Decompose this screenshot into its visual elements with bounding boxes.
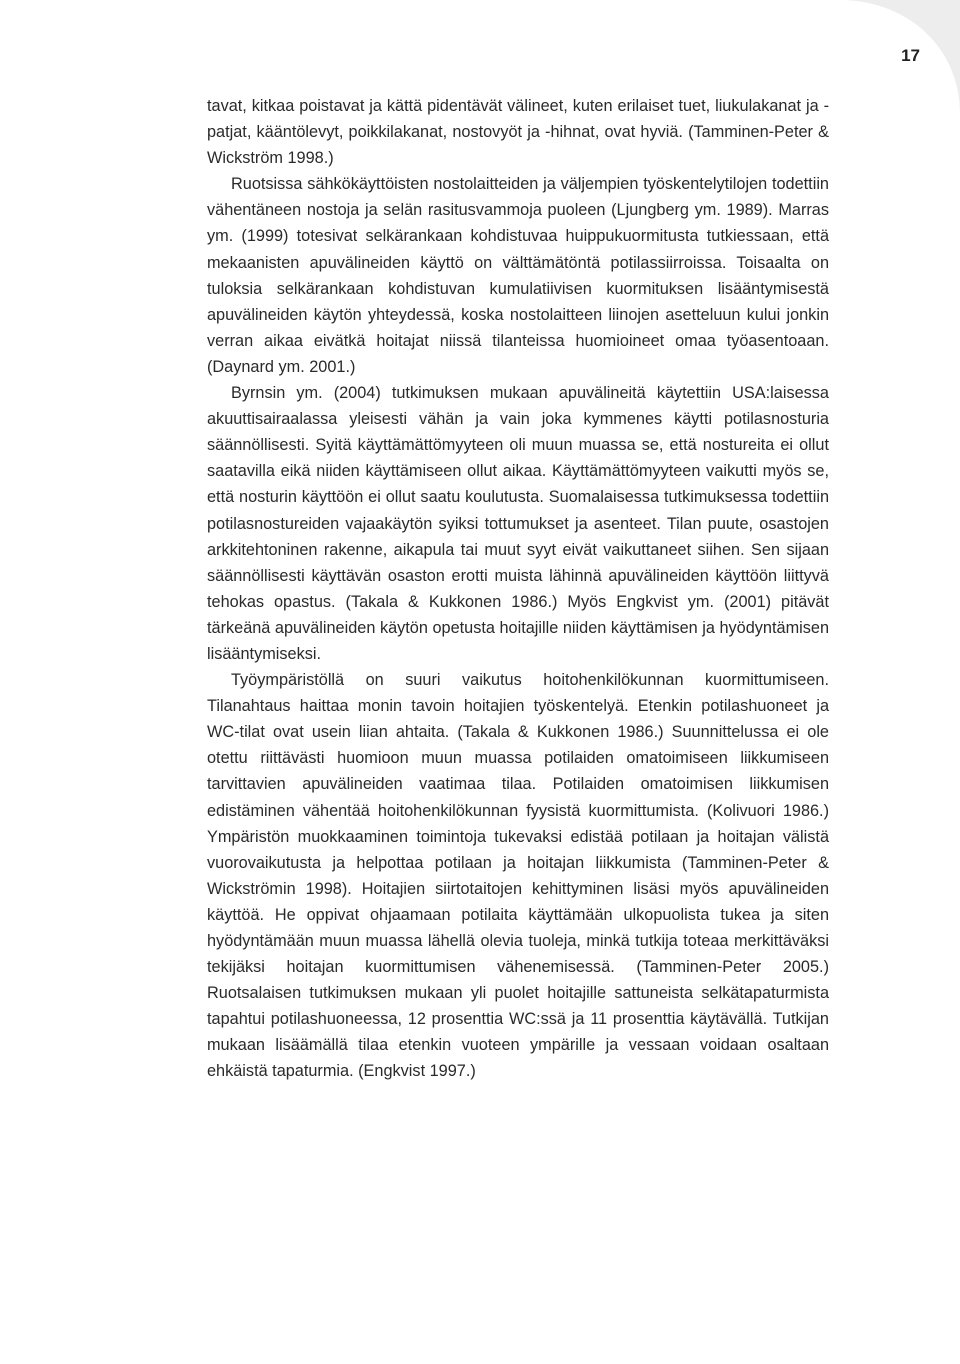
paragraph: Työympäristöllä on suuri vaikutus hoitohenkilökunnan kuormittumiseen. Tilanahtaus haittaa monin tavoin hoitajien työskentelyä. Etenkin potilashuoneet ja WC-tilat ovat usein liian ahtaita. (Takala & Kukkonen 1986.) Suunnittelussa ei ole otettu riittävästi huomioon muun muassa potilaiden omatoimiseen liikkumiseen tarvittavien apuvälineiden vaatimaa tilaa. Potilaiden omatoimisen liikkumisen edistäminen vähentää hoitohenkilökunnan fyysistä kuormittumista. (Kolivuori 1986.) Ympäristön muokkaaminen toimintoja tukevaksi edistää potilaan ja hoitajan välistä vuorovaikutusta ja helpottaa potilaan ja hoitajan liikkumista (Tamminen-Peter & Wickströmin 1998). Hoitajien siirtotaitojen kehittyminen lisäsi myös apuvälineiden käyttöä. He oppivat ohjaamaan potilaita käyttämään ulkopuolista tukea ja siten hyödyntämään muun muassa lähellä olevia tuoleja, minkä tutkija toteaa merkittäväksi tekijäksi hoitajan kuormittumisen vähenemisessä. (Tamminen-Peter 2005.) Ruotsalaisen tutkimuksen mukaan yli puolet hoitajille sattuneista selkätapaturmista tapahtui potilashuoneessa, 12 prosenttia WC:ssä ja 11 prosenttia käytävällä. Tutkijan mukaan lisäämällä tilaa etenkin vuoteen ympärille ja vessaan voidaan osaltaan ehkäistä tapaturmia. (Engkvist 1997.) bbox=[207, 671, 829, 1081]
paragraph: Byrnsin ym. (2004) tutkimuksen mukaan apuvälineitä käytettiin USA:laisessa akuuttisairaalassa yleisesti vähän ja vain joka kymmenes käytti potilasnosturia säännöllisesti. Syitä käyttämättömyyteen oli muun muassa se, että nostureita ei ollut saatavilla eikä niiden käyttämiseen ollut aikaa. Käyttämättömyyteen vaikutti myös se, että nosturin käyttöön ei ollut saatu koulutusta. Suomalaisessa tutkimuksessa todettiin potilasnostureiden vajaakäytön syiksi tottumukset ja asenteet. Tilan puute, osastojen arkkitehtoninen rakenne, aikapula tai muut syyt eivät vaikuttaneet siihen. Sen sijaan säännöllisesti käyttävän osaston erotti muista lähinnä apuvälineiden käyttöön liittyvä tehokas opastus. (Takala & Kukkonen 1986.) Myös Engkvist ym. (2001) pitävät tärkeänä apuvälineiden käytön opetusta hoitajille niiden käyttämisen ja hyödyntämisen lisääntymiseksi. bbox=[207, 384, 829, 663]
body-text bbox=[207, 93, 829, 1085]
paragraph: Ruotsissa sähkökäyttöisten nostolaitteiden ja väljempien työskentelytilojen todettiin vähentäneen nostoja ja selän rasitusvammoja puoleen (Ljungberg ym. 1989). Marras ym. (1999) totesivat selkärankaan kohdistuvaa huippukuormitusta tutkiessaan, että mekaanisten apuvälineiden käyttö on välttämätöntä potilassiirroissa. Toisaalta on tuloksia selkärankaan kohdistuvan kumulatiivisen kuormituksen lisääntymisestä apuvälineiden käytön yhteydessä, koska nostolaitteen liinojen asetteluun kului jonkin verran aikaa eivätkä hoitajat niissä tilanteissa huomioineet omaa työasentoaan. (Daynard ym. 2001.) bbox=[207, 175, 829, 376]
page-number: 17 bbox=[901, 46, 920, 65]
paragraph-continued: tavat, kitkaa poistavat ja kättä pidentävät välineet, kuten erilaiset tuet, liukulakanat ja -patjat, kääntölevyt, poikkilakanat, nostovyöt ja -hihnat, ovat hyviä. (Tamminen-Peter & Wickström 1998.) bbox=[207, 97, 829, 168]
